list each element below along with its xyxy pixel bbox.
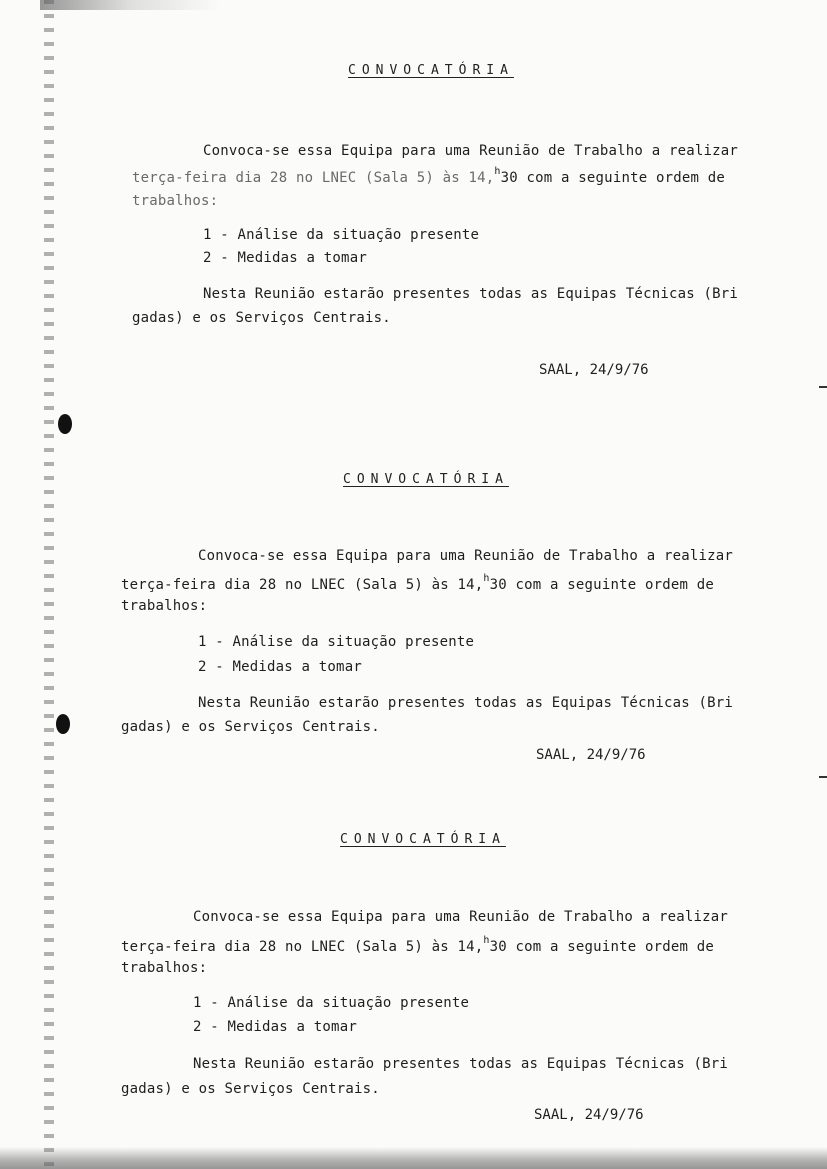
memo-title: CONVOCATÓRIA [340,832,506,847]
paragraph-1-line-1: Convoca-se essa Equipa para uma Reunião de Trabalho a realizar [198,548,733,564]
agenda-item-2: 2 - Medidas a tomar [203,250,367,266]
paragraph-1-line-2-end: 30 com a seguinte ordem de [500,170,725,186]
paragraph-1-line-2-start: terça-feira dia 28 no LNEC (Sala 5) às 14, [121,939,484,955]
paragraph-2-line-1: Nesta Reunião estarão presentes todas as Equipas Técnicas (Bri [198,695,733,711]
margin-tick [819,386,827,388]
bottom-edge-shadow [0,1147,827,1169]
agenda-item-1: 1 - Análise da situação presente [193,995,470,1011]
faded-text: terça-feira dia 28 no LNEC (Sala 5) às 14, [132,170,495,186]
agenda-item-1: 1 - Análise da situação presente [203,227,480,243]
agenda-item-1: 1 - Análise da situação presente [198,634,475,650]
signature-date: SAAL, 24/9/76 [539,362,649,378]
paragraph-2-line-2: gadas) e os Serviços Centrais. [121,1081,380,1097]
paragraph-1-line-2-end: 30 com a seguinte ordem de [489,939,714,955]
punch-hole [58,414,72,434]
punch-hole [56,714,70,734]
margin-tick [819,776,827,778]
paragraph-2-line-2: gadas) e os Serviços Centrais. [132,310,391,326]
agenda-item-2: 2 - Medidas a tomar [193,1019,357,1035]
memo-title: CONVOCATÓRIA [343,472,509,487]
superscript-h: h [483,573,490,584]
superscript-h: h [483,935,490,946]
top-edge-shadow [40,0,220,10]
memo-title: CONVOCATÓRIA [348,63,514,78]
paragraph-1-line-1: Convoca-se essa Equipa para uma Reunião de Trabalho a realizar [203,143,738,159]
paragraph-1-line-2 [121,935,714,955]
paragraph-1-line-2-end: 30 com a seguinte ordem de [489,577,714,593]
paragraph-2-line-2: gadas) e os Serviços Centrais. [121,719,380,735]
paragraph-1-line-2 [132,166,725,186]
signature-date: SAAL, 24/9/76 [536,747,646,763]
paragraph-1-line-2 [121,573,714,593]
paragraph-1-line-2-start: terça-feira dia 28 no LNEC (Sala 5) às 14, [121,577,484,593]
paragraph-2-line-1: Nesta Reunião estarão presentes todas as Equipas Técnicas (Bri [193,1056,728,1072]
paragraph-1-line-3: trabalhos: [121,960,208,976]
paragraph-1-line-3: trabalhos: [132,193,219,209]
paragraph-2-line-1: Nesta Reunião estarão presentes todas as Equipas Técnicas (Bri [203,286,738,302]
paragraph-1-line-1: Convoca-se essa Equipa para uma Reunião de Trabalho a realizar [193,909,728,925]
binding-edge [44,0,54,1169]
signature-date: SAAL, 24/9/76 [534,1107,644,1123]
paragraph-1-line-3: trabalhos: [121,598,208,614]
agenda-item-2: 2 - Medidas a tomar [198,659,362,675]
superscript-h: h [494,166,501,177]
